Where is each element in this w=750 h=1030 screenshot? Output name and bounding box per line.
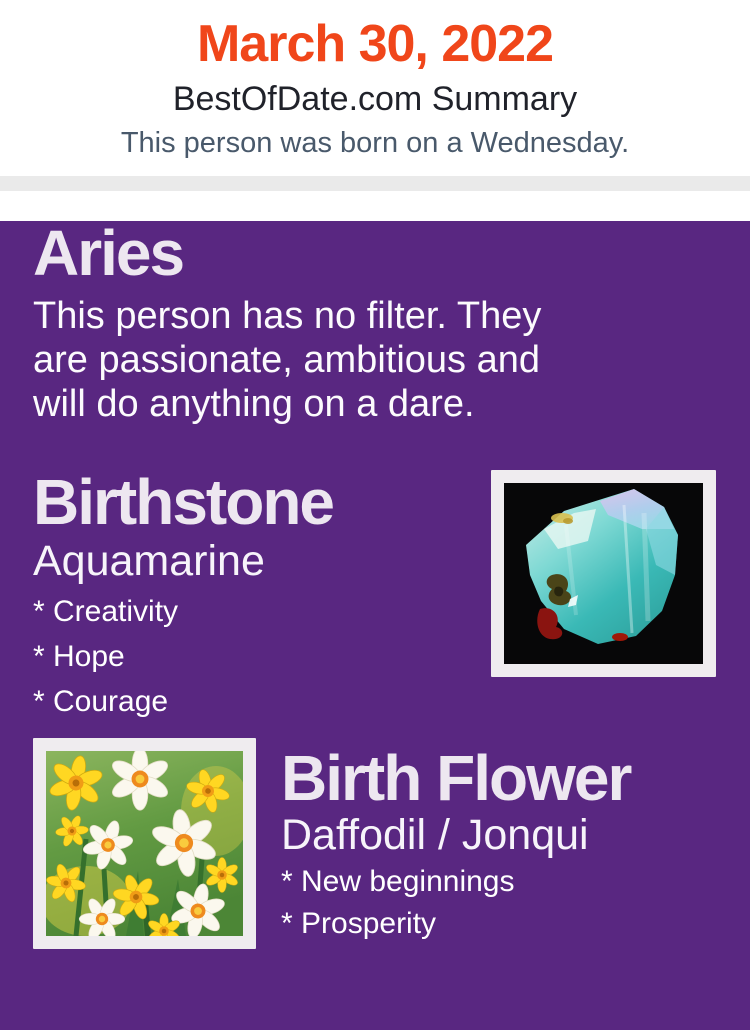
birth-flower-heading: Birth Flower <box>281 742 631 814</box>
birth-flower-trait: * New beginnings <box>281 865 515 898</box>
birthstone-name: Aquamarine <box>33 537 265 585</box>
header <box>0 0 750 176</box>
zodiac-description-line: This person has no filter. They <box>33 295 542 337</box>
zodiac-description-line: are passionate, ambitious and <box>33 339 540 381</box>
birthstone-text-column <box>33 466 333 718</box>
birthstone-trait: * Courage <box>33 685 169 718</box>
zodiac-sign-heading: Aries <box>33 217 184 289</box>
aquamarine-photo <box>491 470 716 677</box>
birthstone-section <box>33 466 716 718</box>
birthstone-heading: Birthstone <box>33 466 333 538</box>
summary-body <box>0 217 750 1030</box>
birthstone-trait: * Creativity <box>33 595 179 628</box>
divider-strip <box>0 176 750 191</box>
birth-flower-trait: * Prosperity <box>281 907 437 940</box>
birth-flower-section <box>33 738 716 949</box>
daffodil-photo <box>33 738 256 949</box>
birthstone-trait: * Hope <box>33 640 125 673</box>
born-day-line: This person was born on a Wednesday. <box>120 127 630 160</box>
zodiac-description-line: will do anything on a dare. <box>33 383 475 425</box>
birth-flower-name: Daffodil / Jonqui <box>281 811 589 859</box>
date-title: March 30, 2022 <box>196 15 554 73</box>
zodiac-description <box>33 294 716 426</box>
birth-flower-text-column <box>281 738 630 939</box>
site-summary-subtitle: BestOfDate.com Summary <box>172 80 578 119</box>
